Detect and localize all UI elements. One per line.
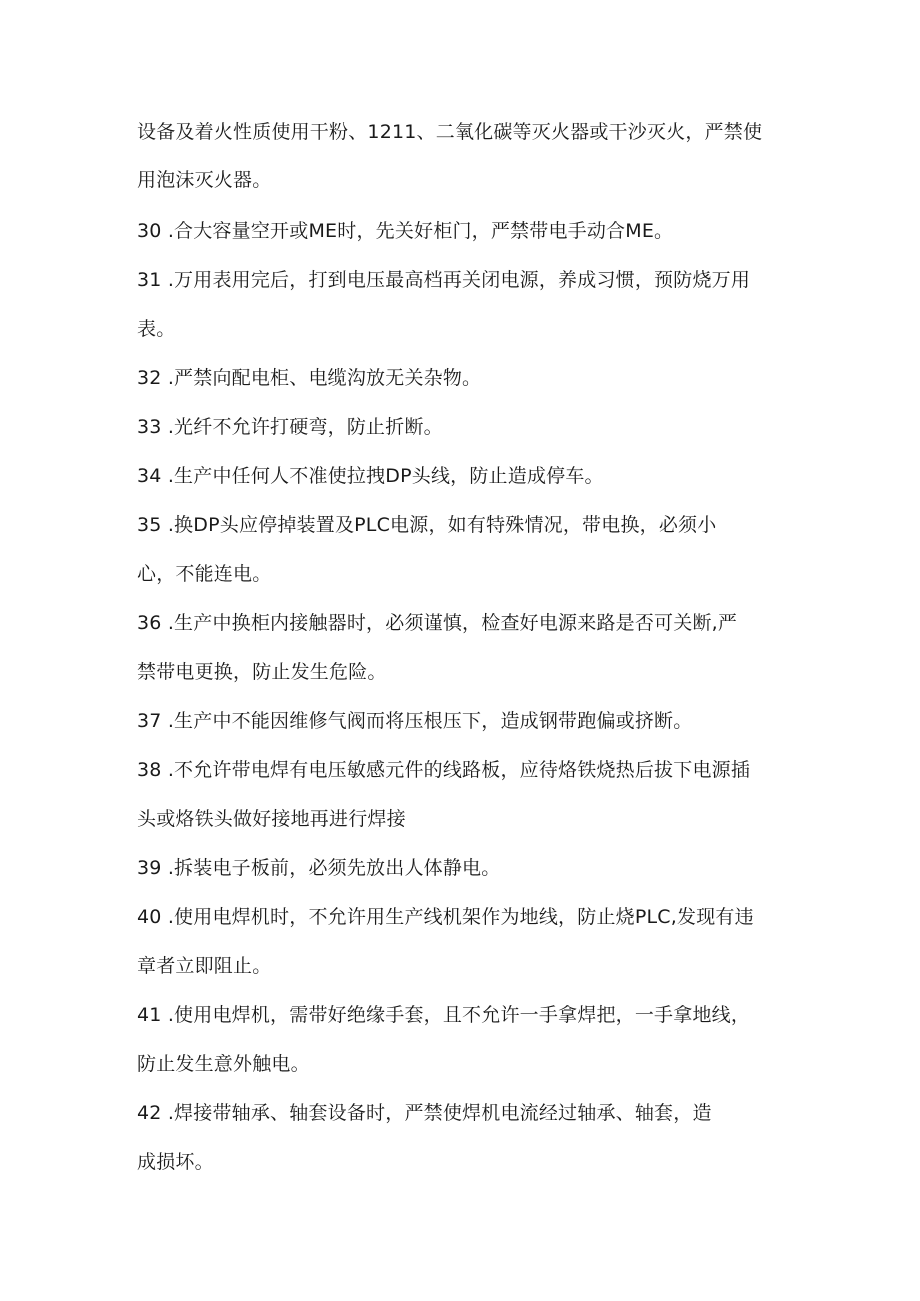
item-35: 35 .换DP头应停掉装置及PLC电源，如有特殊情况，带电换，必须小: [137, 514, 717, 536]
text-line: 成损坏。: [137, 1151, 214, 1173]
item-37: 37 .生产中不能因维修气阀而将压根压下，造成钢带跑偏或挤断。: [137, 710, 693, 732]
item-31: 31 .万用表用完后，打到电压最高档再关闭电源，养成习惯，预防烧万用: [137, 269, 751, 291]
text-line: 用泡沫灭火器。: [137, 169, 272, 191]
item-42: 42 .焊接带轴承、轴套设备时，严禁使焊机电流经过轴承、轴套，造: [137, 1102, 712, 1124]
item-34: 34 .生产中任何人不准使拉拽DP头线，防止造成停车。: [137, 465, 604, 487]
item-33: 33 .光纤不允许打硬弯，防止折断。: [137, 416, 443, 438]
item-36: 36 .生产中换柜内接触器时，必须谨慎，检查好电源来路是否可关断,严: [137, 612, 738, 634]
text-line: 禁带电更换，防止发生危险。: [137, 661, 387, 683]
item-39: 39 .拆装电子板前，必须先放出人体静电。: [137, 857, 501, 879]
item-41: 41 .使用电焊机，需带好绝缘手套，且不允许一手拿焊把，一手拿地线，: [137, 1004, 751, 1026]
text-line: 章者立即阻止。: [137, 955, 272, 977]
text-line: 头或烙铁头做好接地再进行焊接: [137, 808, 406, 830]
text-line: 防止发生意外触电。: [137, 1053, 310, 1075]
item-40: 40 .使用电焊机时，不允许用生产线机架作为地线，防止烧PLC,发现有违: [137, 906, 754, 928]
item-30: 30 .合大容量空开或ME时，先关好柜门，严禁带电手动合ME。: [137, 220, 674, 242]
item-38: 38 .不允许带电焊有电压敏感元件的线路板，应待烙铁烧热后拔下电源插: [137, 759, 751, 781]
item-32: 32 .严禁向配电柜、电缆沟放无关杂物。: [137, 367, 482, 389]
text-line: 设备及着火性质使用干粉、1211、二氧化碳等灭火器或干沙灭火，严禁使: [137, 121, 763, 143]
text-line: 表。: [137, 318, 176, 340]
text-line: 心，不能连电。: [137, 563, 272, 585]
